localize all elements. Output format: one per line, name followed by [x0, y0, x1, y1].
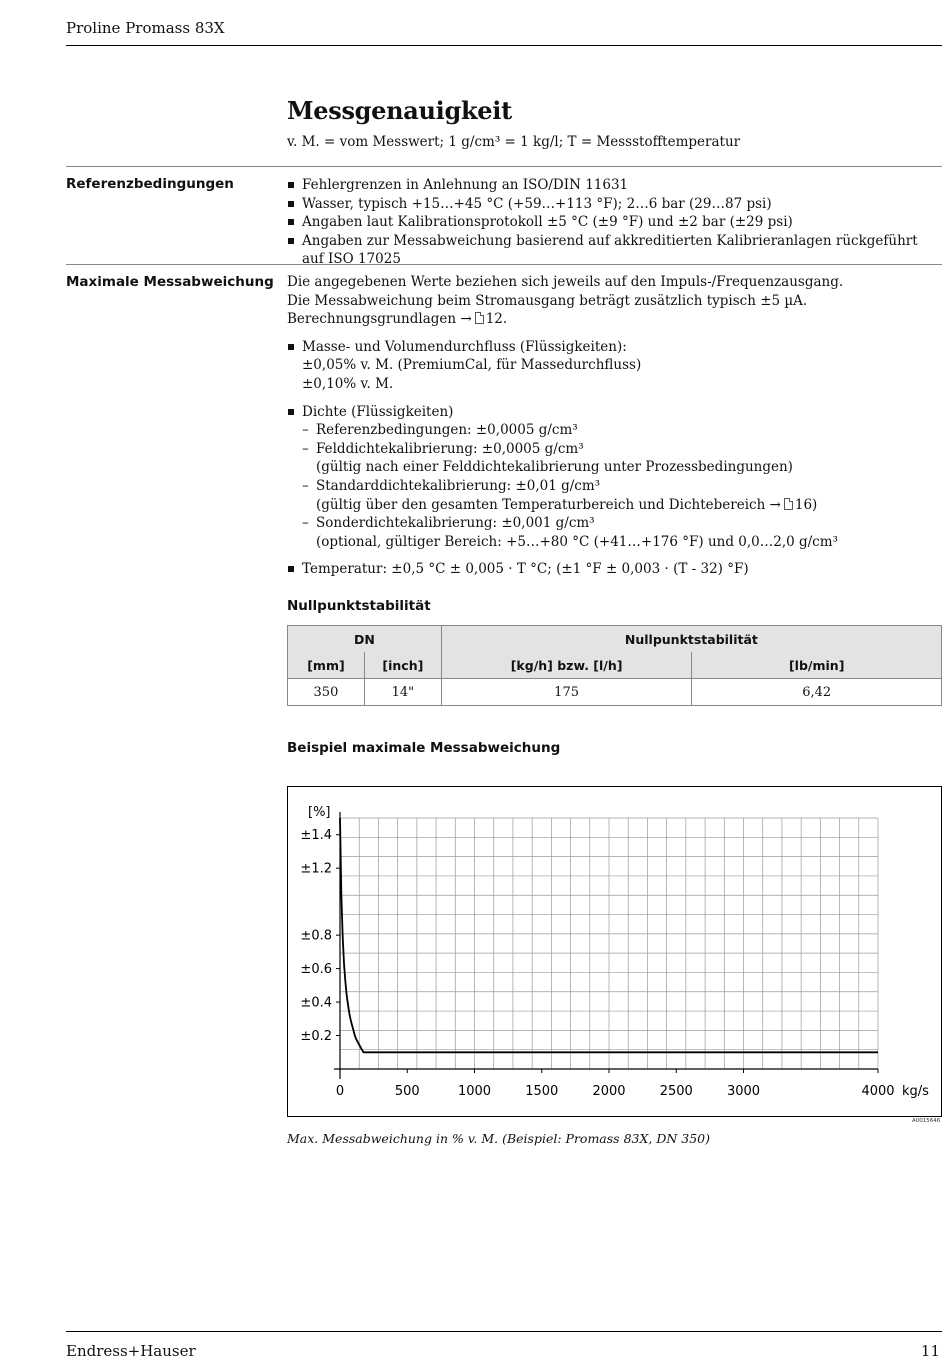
list-item: Temperatur: ±0,5 °C ± 0,005 · T °C; (±1 °F ± 0,003 · (T - 32) °F)	[287, 560, 937, 579]
cell-mm: 350	[288, 679, 365, 706]
col-nullpunkt: Nullpunktstabilität	[441, 626, 941, 653]
sub-item-note: (gültig nach einer Felddichtekalibrierung unter Prozessbedingungen)	[316, 459, 793, 476]
chart-caption: Max. Messabweichung in % v. M. (Beispiel: Promass 83X, DN 350)	[287, 1131, 710, 1146]
col-lbmin: [lb/min]	[692, 652, 942, 679]
x-tick-label: 500	[394, 1084, 420, 1099]
list-item: Angaben laut Kalibrationsprotokoll ±5 °C (±9 °F) und ±2 bar (±29 psi)	[287, 213, 937, 232]
y-axis-label: [%]	[308, 805, 331, 820]
page-ref: 16)	[794, 496, 818, 513]
intro-line: Die Messabweichung beim Stromausgang beträgt zusätzlich typisch ±5 µA.	[287, 292, 808, 309]
masse-line: ±0,10% v. M.	[302, 375, 394, 392]
section-title: Messgenauigkeit	[287, 96, 512, 125]
referenz-label: Referenzbedingungen	[66, 176, 234, 192]
image-code: A0015646	[912, 1118, 941, 1124]
sub-item-note	[316, 496, 937, 515]
sub-item-text: – Standarddichtekalibrierung: ±0,01 g/cm³	[316, 477, 601, 494]
x-tick-label: 2000	[592, 1084, 626, 1099]
col-dn: DN	[288, 626, 442, 653]
list-item: Fehlergrenzen in Anlehnung an ISO/DIN 11631	[287, 176, 937, 195]
accuracy-chart	[288, 787, 941, 1116]
note-text: (gültig über den gesamten Temperaturbereich und Dichtebereich →	[316, 496, 781, 513]
col-inch: [inch]	[364, 652, 441, 679]
sub-item	[302, 440, 937, 477]
section-subtitle: v. M. = vom Messwert; 1 g/cm³ = 1 kg/l; T = Messstofftemperatur	[287, 134, 741, 150]
x-tick-label: 0	[335, 1084, 345, 1099]
x-tick-label: 4000	[861, 1084, 895, 1099]
dichte-title: Dichte (Flüssigkeiten)	[302, 403, 454, 420]
list-item: Wasser, typisch +15…+45 °C (+59…+113 °F); 2…6 bar (29…87 psi)	[287, 195, 937, 214]
sub-item: – Referenzbedingungen: ±0,0005 g/cm³	[302, 421, 937, 440]
list-item	[287, 338, 937, 394]
table-subheader-row	[288, 652, 942, 679]
sub-item	[302, 514, 937, 551]
y-tick-label: ±0.4	[300, 995, 332, 1011]
y-tick-label: ±1.4	[300, 828, 332, 844]
y-tick-label: ±0.2	[300, 1029, 332, 1045]
masse-line: ±0,05% v. M. (PremiumCal, für Massedurchfluss)	[302, 357, 642, 374]
table-header-row	[288, 626, 942, 653]
cell-kgh: 175	[441, 679, 692, 706]
sub-item-text: – Sonderdichtekalibrierung: ±0,001 g/cm³	[316, 515, 595, 532]
sub-item-text: – Felddichtekalibrierung: ±0,0005 g/cm³	[316, 440, 584, 457]
footer-rule	[66, 1331, 942, 1332]
list-item: Angaben zur Messabweichung basierend auf akkreditierten Kalibrieranlagen rückgeführt auf ISO 17025	[287, 232, 937, 269]
x-axis-unit: kg/s	[902, 1084, 929, 1099]
intro-text: Berechnungsgrundlagen →	[287, 311, 472, 328]
x-tick-label: 1000	[457, 1084, 492, 1099]
temperatur-list	[287, 560, 937, 579]
nullpunkt-table	[287, 625, 942, 706]
beispiel-heading: Beispiel maximale Messabweichung	[287, 740, 561, 756]
intro-line: Die angegebenen Werte beziehen sich jeweils auf den Impuls-/Frequenzausgang.	[287, 274, 844, 290]
x-tick-label: 3000	[726, 1084, 761, 1099]
y-tick-label: ±0.6	[300, 962, 332, 978]
page-ref-icon	[475, 312, 484, 324]
cell-inch: 14"	[364, 679, 441, 706]
maxabw-label: Maximale Messabweichung	[66, 274, 274, 290]
footer-company: Endress+Hauser	[66, 1342, 196, 1360]
col-mm: [mm]	[288, 652, 365, 679]
page-ref: 12.	[485, 311, 508, 328]
sub-item	[302, 477, 937, 514]
page-number: 11	[920, 1342, 940, 1360]
dichte-list	[287, 403, 937, 552]
sub-item-note: (optional, gültiger Bereich: +5…+80 °C (+41…+176 °F) und 0,0…2,0 g/cm³	[316, 533, 838, 550]
masse-list	[287, 338, 937, 394]
referenz-block	[287, 176, 937, 269]
y-tick-label: ±1.2	[300, 861, 332, 877]
divider	[66, 166, 942, 167]
page-ref-icon	[784, 498, 793, 510]
dichte-sublist	[302, 421, 937, 551]
intro-line	[287, 310, 937, 329]
cell-lbmin: 6,42	[692, 679, 942, 706]
divider	[66, 264, 942, 265]
header-rule	[66, 45, 942, 46]
y-tick-label: ±0.8	[300, 928, 332, 944]
col-kgh: [kg/h] bzw. [l/h]	[441, 652, 692, 679]
table-row	[288, 679, 942, 706]
running-header: Proline Promass 83X	[66, 19, 225, 37]
referenz-list	[287, 176, 937, 269]
chart-frame	[287, 786, 942, 1117]
x-tick-label: 2500	[659, 1084, 693, 1099]
nullpunkt-heading: Nullpunktstabilität	[287, 598, 431, 614]
x-tick-label: 1500	[525, 1084, 559, 1099]
list-item	[287, 403, 937, 552]
maxabw-block	[287, 273, 937, 579]
masse-title: Masse- und Volumendurchfluss (Flüssigkeiten):	[302, 338, 627, 355]
